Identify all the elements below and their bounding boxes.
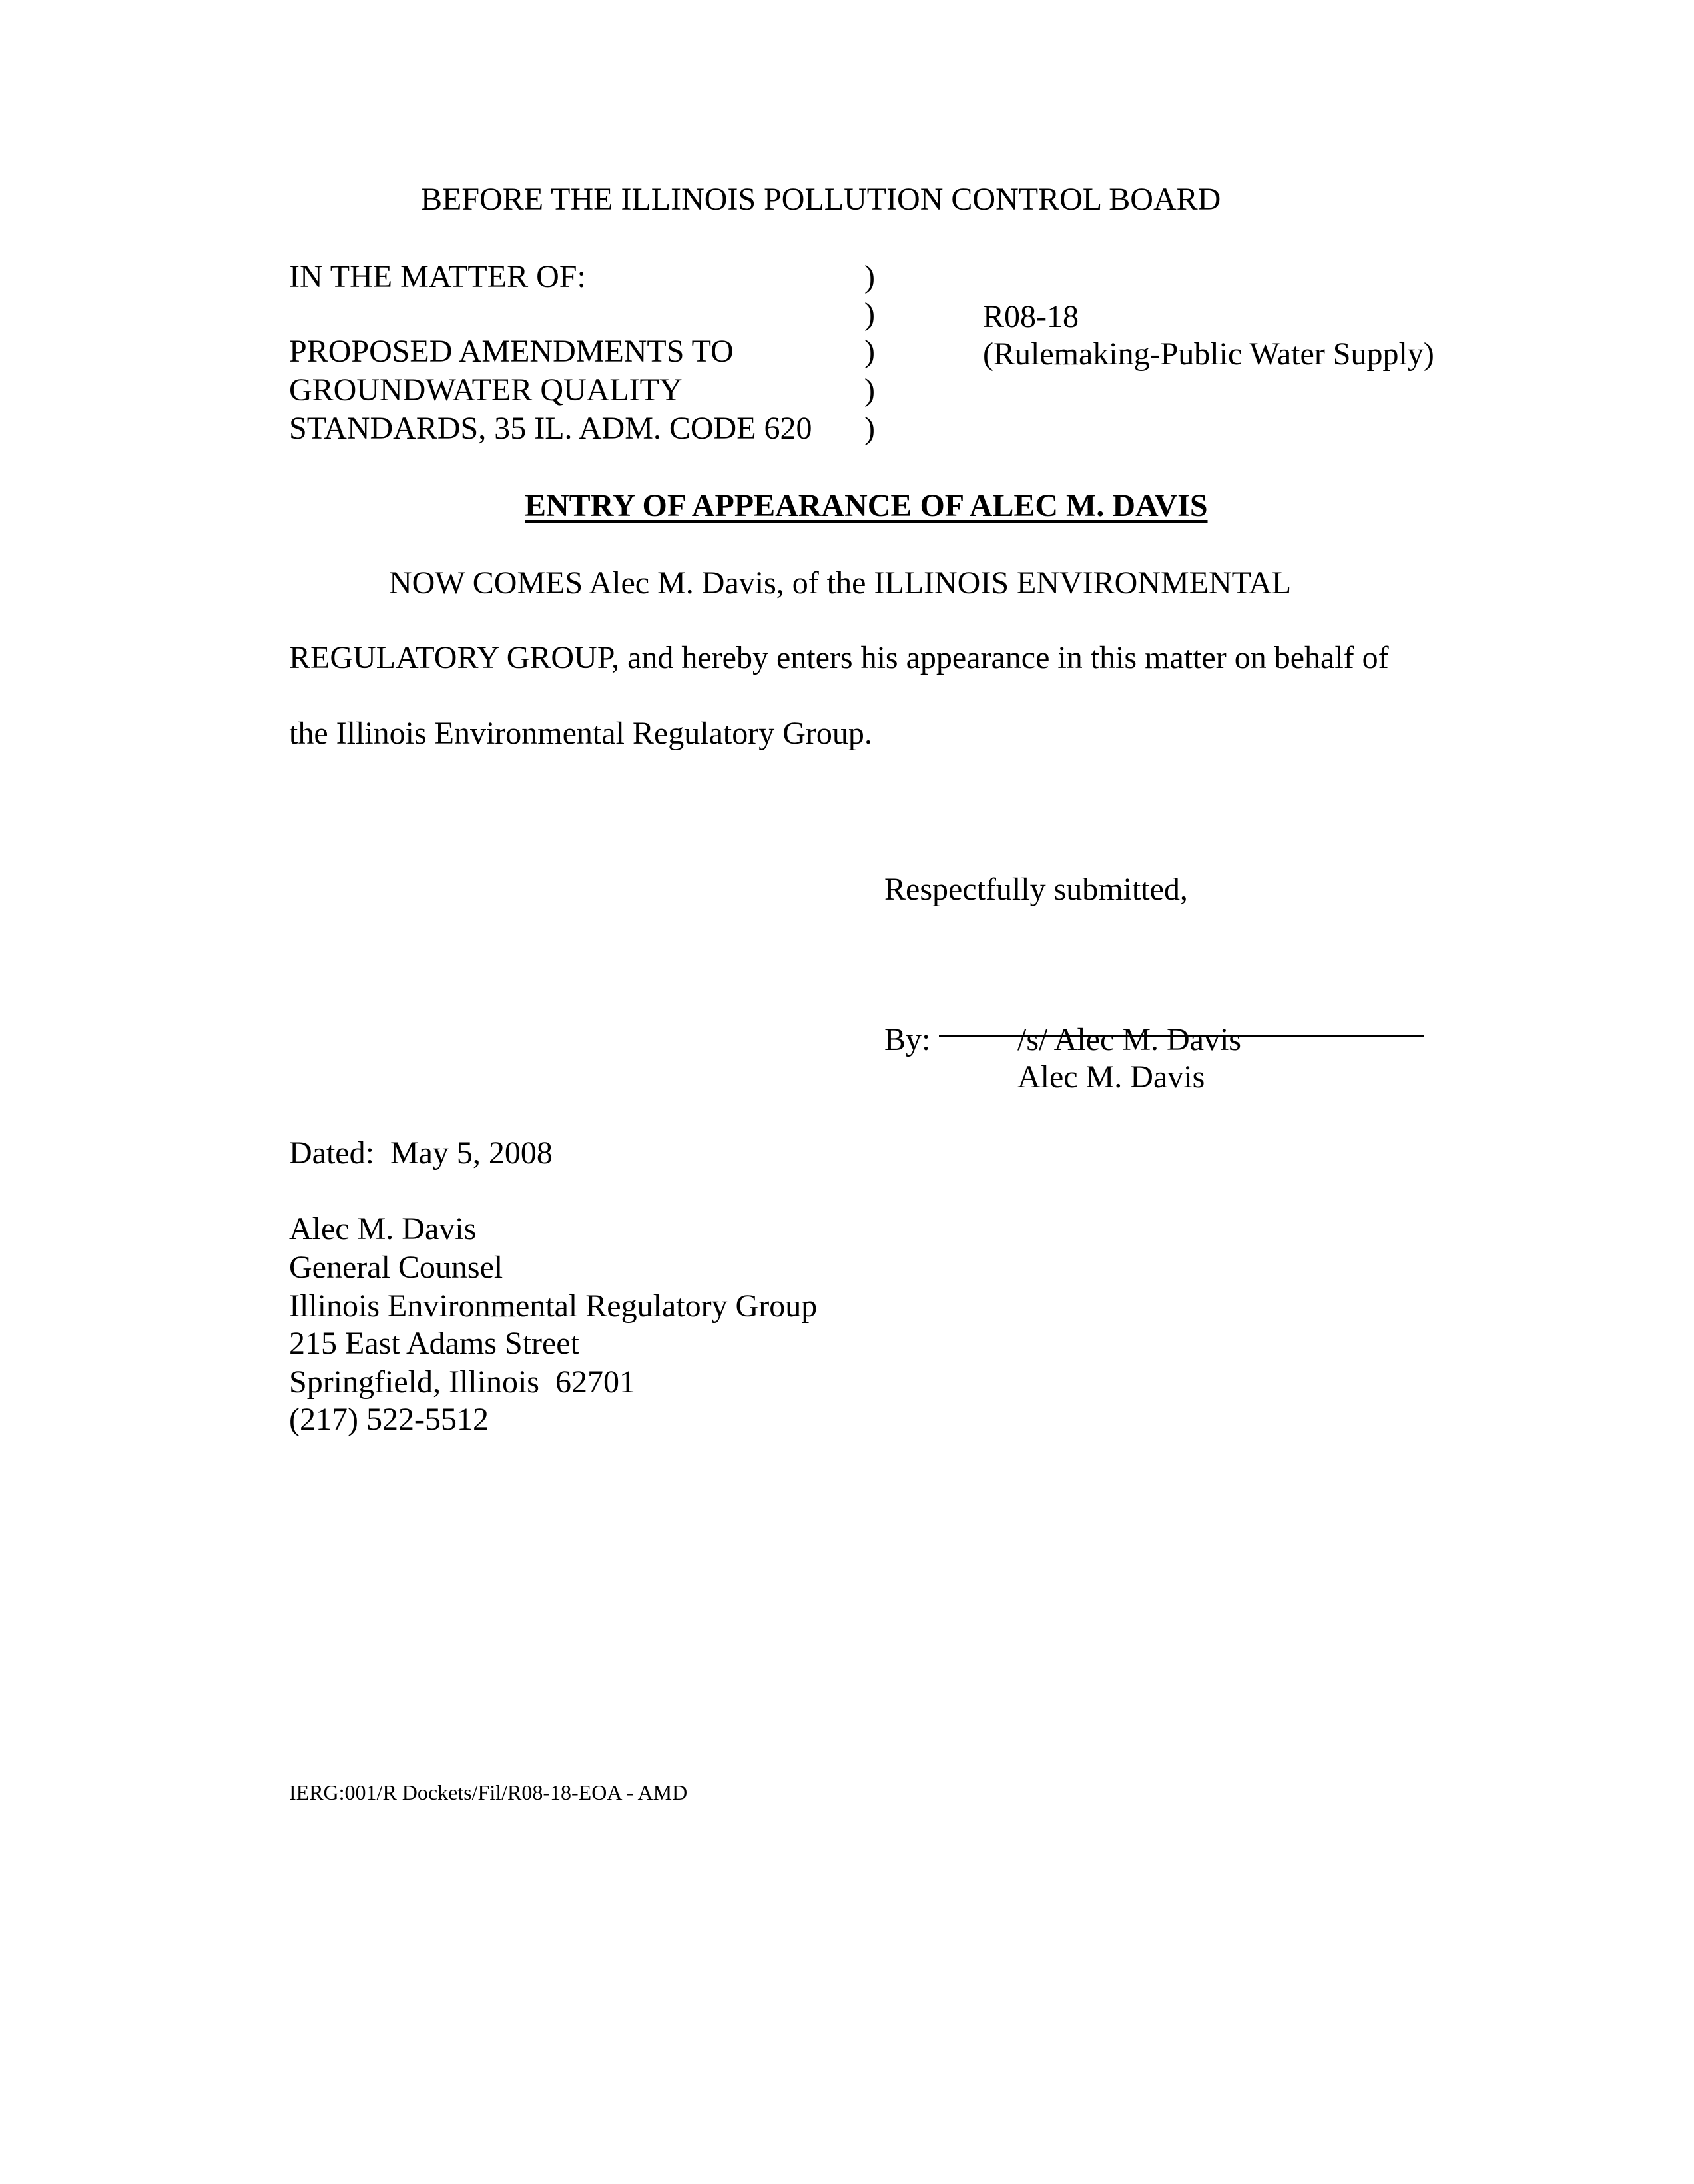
contact-line-6: (217) 522-5512	[289, 1402, 489, 1437]
board-title: BEFORE THE ILLINOIS POLLUTION CONTROL BOARD	[421, 182, 1221, 217]
signed-name: /s/ Alec M. Davis	[1017, 1022, 1241, 1057]
caption-paren: )	[864, 296, 875, 332]
caption-paren: )	[864, 334, 875, 369]
body-line-2: REGULATORY GROUP, and hereby enters his appearance in this matter on behalf of	[289, 640, 1389, 675]
caption-paren: )	[864, 372, 875, 408]
contact-line-1: Alec M. Davis	[289, 1211, 477, 1246]
matter-line-1: PROPOSED AMENDMENTS TO	[289, 334, 734, 369]
matter-label: IN THE MATTER OF:	[289, 259, 586, 294]
docket-number: R08-18	[983, 299, 1079, 334]
matter-line-2: GROUNDWATER QUALITY	[289, 372, 683, 408]
caption-paren: )	[864, 259, 875, 294]
contact-line-3: Illinois Environmental Regulatory Group	[289, 1288, 818, 1324]
body-line-3: the Illinois Environmental Regulatory Group.	[289, 716, 872, 751]
document-heading: ENTRY OF APPEARANCE OF ALEC M. DAVIS	[525, 488, 1208, 523]
body-line-1: NOW COMES Alec M. Davis, of the ILLINOIS ENVIRONMENTAL	[389, 565, 1292, 601]
contact-line-5: Springfield, Illinois 62701	[289, 1364, 635, 1400]
file-reference: IERG:001/R Dockets/Fil/R08-18-EOA - AMD	[289, 1780, 688, 1804]
by-label: By:	[884, 1022, 931, 1057]
caption-paren: )	[864, 411, 875, 446]
matter-line-3: STANDARDS, 35 IL. ADM. CODE 620	[289, 411, 812, 446]
contact-line-2: General Counsel	[289, 1250, 503, 1285]
dated: Dated: May 5, 2008	[289, 1135, 553, 1171]
printed-name: Alec M. Davis	[1017, 1059, 1205, 1095]
docket-type: (Rulemaking-Public Water Supply)	[983, 336, 1434, 372]
closing: Respectfully submitted,	[884, 872, 1188, 907]
contact-line-4: 215 East Adams Street	[289, 1326, 579, 1361]
